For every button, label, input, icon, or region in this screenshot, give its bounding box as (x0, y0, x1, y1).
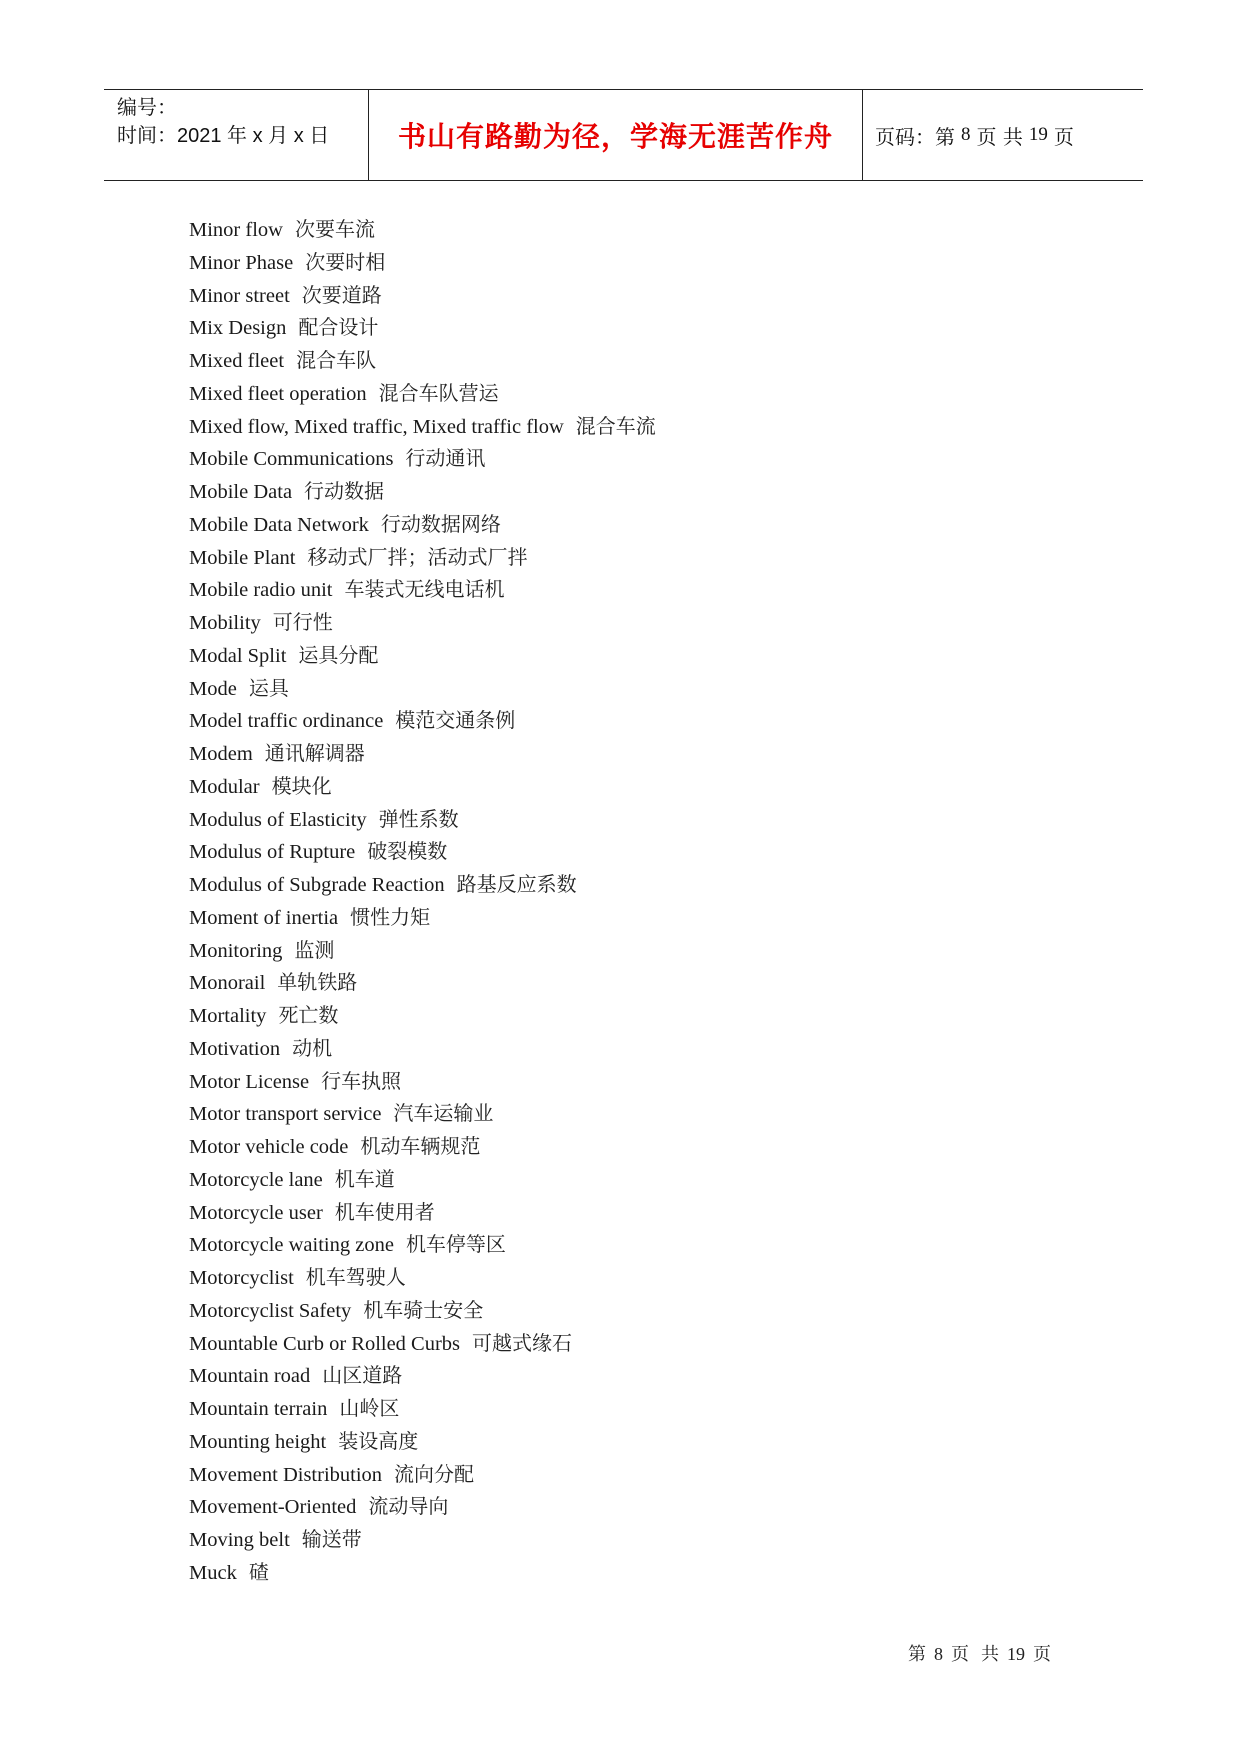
entry-term-english: Monorail (189, 972, 266, 995)
header-page-mid: 页 共 (976, 124, 1023, 149)
glossary-entry (189, 672, 656, 705)
glossary-entry (189, 901, 656, 934)
footer-page-current: 8 (934, 1644, 943, 1664)
glossary-entry (189, 1130, 656, 1163)
glossary-entry (189, 1163, 656, 1196)
entry-term-chinese: 死亡数 (278, 1003, 339, 1027)
document-date: 时间：2021 年 x 月 x 日 (117, 125, 330, 147)
glossary-entry (189, 442, 656, 475)
header-motto: 书山有路勤为径，学海无涯苦作舟 (369, 90, 863, 180)
header-page-total: 19 (1028, 124, 1048, 145)
entry-term-chinese: 山岭区 (339, 1396, 400, 1420)
entry-term-english: Mounting height (189, 1430, 327, 1453)
entry-term-chinese: 山区道路 (322, 1363, 403, 1388)
entry-term-english: Motivation (189, 1037, 281, 1060)
entry-term-english: Movement Distribution (189, 1463, 383, 1486)
entry-term-english: Mobile radio unit (189, 579, 333, 602)
entry-term-chinese: 流向分配 (394, 1461, 475, 1486)
entry-term-chinese: 机车驾驶人 (305, 1265, 406, 1289)
entry-term-english: Modulus of Rupture (189, 841, 356, 864)
entry-term-chinese: 惯性力矩 (350, 904, 431, 929)
entry-term-english: Mobile Data Network (189, 513, 369, 536)
glossary-entry (189, 573, 656, 606)
entry-term-english: Modem (189, 743, 253, 765)
header-page-indicator (863, 90, 1143, 180)
glossary-list (189, 213, 656, 1589)
entry-term-chinese: 碴 (248, 1559, 269, 1584)
glossary-entry (189, 868, 656, 901)
glossary-entry (189, 1556, 656, 1589)
glossary-entry (189, 1294, 656, 1327)
page-header (104, 89, 1143, 181)
entry-term-chinese: 次要车流 (294, 217, 375, 241)
glossary-entry (189, 213, 656, 246)
entry-term-english: Muck (189, 1561, 237, 1584)
entry-term-chinese: 混合车流 (575, 413, 656, 438)
glossary-entry (189, 410, 656, 443)
entry-term-chinese: 可越式缘石 (472, 1330, 573, 1355)
glossary-entry (189, 1425, 656, 1458)
glossary-entry (189, 246, 656, 279)
entry-term-english: Motorcycle waiting zone (189, 1234, 394, 1257)
entry-term-english: Motor License (189, 1070, 310, 1093)
glossary-entry (189, 1065, 656, 1098)
footer-suffix: 页 (1033, 1644, 1051, 1665)
entry-term-english: Motor vehicle code (189, 1136, 349, 1158)
glossary-entry (189, 1523, 656, 1556)
entry-term-chinese: 机车停等区 (405, 1232, 506, 1257)
entry-term-chinese: 通讯解调器 (264, 741, 365, 765)
entry-term-english: Mobility (189, 612, 261, 634)
entry-term-chinese: 混合车队营运 (378, 380, 499, 405)
entry-term-chinese: 车装式无线电话机 (344, 577, 505, 602)
glossary-entry (189, 344, 656, 377)
entry-term-english: Minor Phase (189, 251, 294, 274)
glossary-entry (189, 311, 656, 344)
entry-term-english: Modal Split (189, 644, 287, 667)
entry-term-english: Motorcyclist (189, 1267, 294, 1289)
entry-term-chinese: 动机 (292, 1035, 333, 1060)
glossary-entry (189, 803, 656, 836)
entry-term-chinese: 行车执照 (321, 1068, 402, 1093)
entry-term-chinese: 机车道 (334, 1166, 395, 1191)
glossary-entry (189, 1359, 656, 1392)
entry-term-chinese: 运具分配 (298, 642, 379, 667)
entry-term-english: Mixed fleet operation (189, 382, 367, 405)
glossary-entry (189, 377, 656, 410)
glossary-entry (189, 966, 656, 999)
glossary-entry (189, 1032, 656, 1065)
entry-term-chinese: 输送带 (301, 1527, 362, 1551)
entry-term-chinese: 移动式厂拌；活动式厂拌 (307, 544, 528, 569)
glossary-entry (189, 475, 656, 508)
glossary-entry (189, 606, 656, 639)
entry-term-english: Motorcycle user (189, 1201, 323, 1224)
entry-term-chinese: 机车使用者 (334, 1199, 435, 1224)
glossary-entry (189, 737, 656, 770)
entry-term-chinese: 行动通讯 (405, 446, 486, 471)
header-page-current: 8 (961, 124, 971, 145)
glossary-entry (189, 1327, 656, 1360)
footer-mid1: 页 (951, 1644, 969, 1665)
entry-term-english: Minor street (189, 284, 290, 307)
entry-term-english: Mobile Communications (189, 448, 394, 471)
glossary-entry (189, 508, 656, 541)
entry-term-english: Moving belt (189, 1529, 290, 1551)
page-footer (908, 1640, 1051, 1666)
entry-term-chinese: 流动导向 (368, 1494, 449, 1519)
entry-term-english: Modulus of Elasticity (189, 808, 367, 831)
glossary-entry (189, 1097, 656, 1130)
glossary-entry (189, 934, 656, 967)
glossary-entry (189, 1196, 656, 1229)
entry-term-english: Mobile Data (189, 481, 293, 503)
entry-term-english: Monitoring (189, 939, 283, 962)
entry-term-english: Mode (189, 677, 237, 700)
entry-term-english: Mountain road (189, 1365, 311, 1388)
glossary-entry (189, 1490, 656, 1523)
entry-term-chinese: 路基反应系数 (456, 872, 577, 896)
entry-term-english: Motorcyclist Safety (189, 1299, 352, 1322)
footer-prefix: 第 (908, 1644, 926, 1665)
entry-term-english: Movement-Oriented (189, 1496, 357, 1519)
header-page-suffix: 页 (1053, 124, 1074, 149)
entry-term-chinese: 破裂模数 (367, 839, 448, 864)
entry-term-english: Modulus of Subgrade Reaction (189, 874, 445, 896)
header-meta (104, 90, 369, 180)
entry-term-chinese: 行动数据 (304, 479, 385, 503)
entry-term-english: Model traffic ordinance (189, 710, 384, 733)
entry-term-english: Mixed fleet (189, 350, 285, 372)
glossary-entry (189, 279, 656, 312)
entry-term-english: Modular (189, 775, 260, 798)
footer-page-total: 19 (1007, 1644, 1025, 1664)
entry-term-chinese: 可行性 (272, 610, 333, 634)
entry-term-chinese: 单轨铁路 (277, 970, 358, 995)
entry-term-chinese: 次要时相 (305, 249, 386, 274)
entry-term-english: Motor transport service (189, 1103, 382, 1126)
entry-term-chinese: 机动车辆规范 (360, 1134, 481, 1158)
footer-mid2: 共 (981, 1644, 999, 1665)
entry-term-english: Moment of inertia (189, 906, 339, 929)
entry-term-english: Mountable Curb or Rolled Curbs (189, 1332, 461, 1355)
entry-term-english: Mixed flow, Mixed traffic, Mixed traffic flow (189, 415, 564, 438)
entry-term-chinese: 汽车运输业 (393, 1101, 494, 1126)
entry-term-chinese: 机车骑士安全 (363, 1297, 484, 1322)
glossary-entry (189, 541, 656, 574)
document-number-label: 编号： (117, 97, 177, 119)
entry-term-english: Minor flow (189, 219, 283, 241)
entry-term-english: Mountain terrain (189, 1398, 328, 1420)
glossary-entry (189, 1392, 656, 1425)
entry-term-chinese: 混合车队 (296, 348, 377, 372)
entry-term-chinese: 监测 (294, 937, 335, 962)
glossary-entry (189, 1261, 656, 1294)
entry-term-english: Mobile Plant (189, 546, 296, 569)
entry-term-english: Mix Design (189, 317, 287, 340)
glossary-entry (189, 1458, 656, 1491)
entry-term-chinese: 弹性系数 (378, 806, 459, 831)
entry-term-chinese: 模范交通条例 (395, 708, 516, 733)
entry-term-chinese: 模块化 (271, 773, 332, 798)
glossary-entry (189, 999, 656, 1032)
entry-term-chinese: 次要道路 (301, 282, 382, 307)
glossary-entry (189, 835, 656, 868)
entry-term-english: Mortality (189, 1005, 267, 1027)
glossary-entry (189, 1228, 656, 1261)
entry-term-chinese: 装设高度 (338, 1428, 419, 1453)
header-page-prefix: 页码：第 (875, 124, 955, 149)
glossary-entry (189, 704, 656, 737)
glossary-entry (189, 770, 656, 803)
entry-term-chinese: 运具 (248, 675, 289, 700)
entry-term-chinese: 行动数据网络 (380, 511, 501, 536)
glossary-entry (189, 639, 656, 672)
entry-term-english: Motorcycle lane (189, 1168, 323, 1191)
entry-term-chinese: 配合设计 (298, 315, 379, 340)
